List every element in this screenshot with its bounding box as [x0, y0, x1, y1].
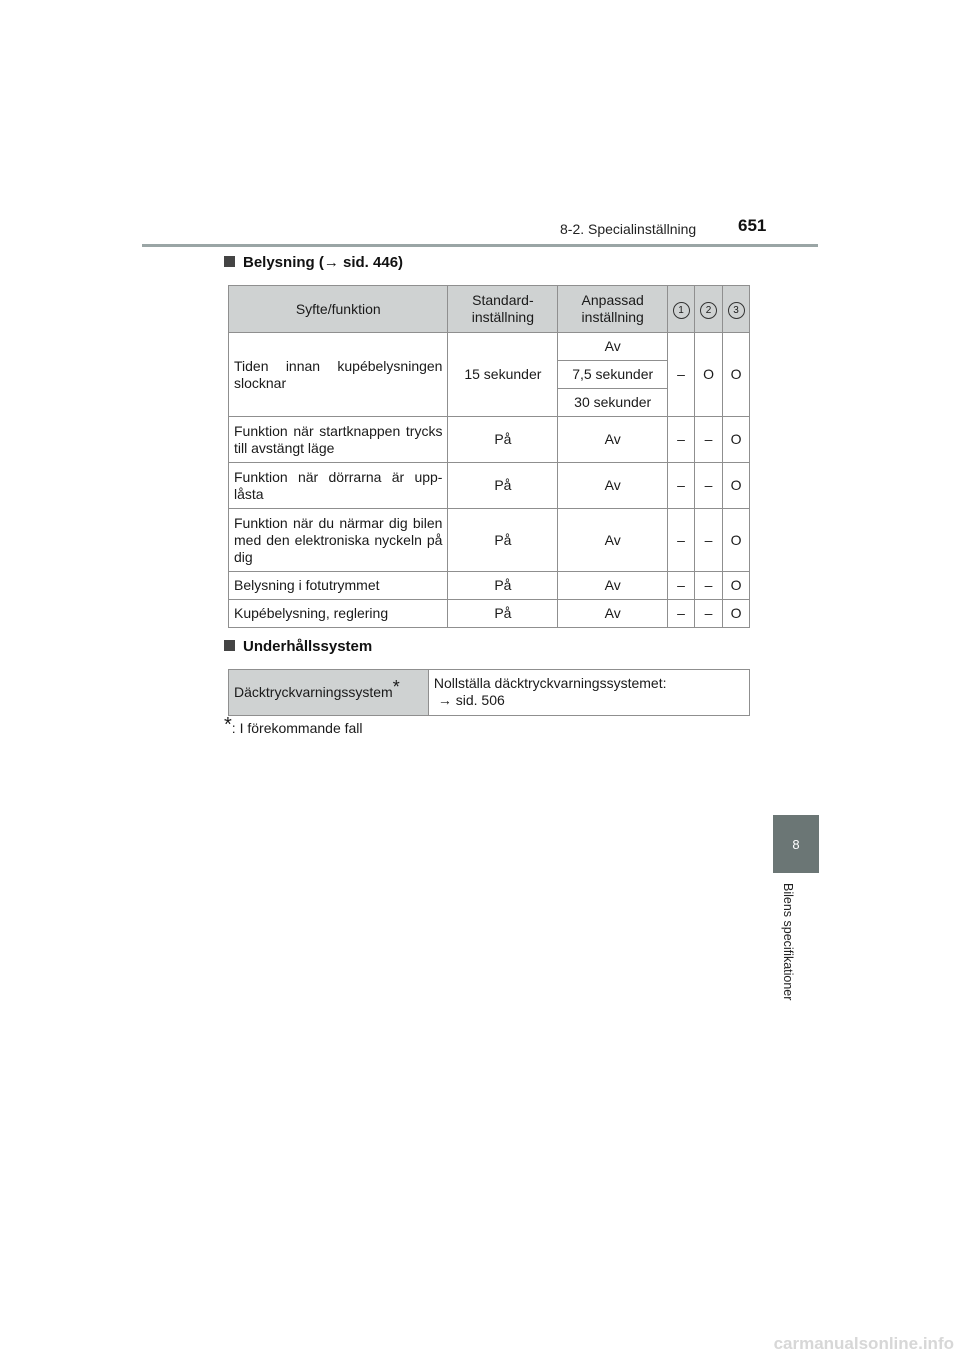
- watermark: carmanualsonline.info: [773, 1334, 954, 1353]
- tire-pressure-label: [229, 670, 429, 716]
- cell-custom: Av: [558, 509, 668, 572]
- table-row: [229, 509, 750, 572]
- cell-c2: –: [695, 509, 723, 572]
- cell-c3: O: [723, 463, 750, 509]
- header-section-title: 8-2. Specialinställning: [560, 221, 697, 237]
- cell-default: 15 sekunder: [448, 333, 558, 417]
- cell-function: Funktion när dörrarna är upp-låsta: [229, 463, 448, 509]
- cell-default: På: [448, 509, 558, 572]
- footnote: [224, 714, 363, 736]
- tire-pressure-description: [428, 670, 749, 716]
- cell-function: Tiden innan kupébelysningen slocknar: [229, 333, 448, 417]
- cell-function: Belysning i fotutrymmet: [229, 572, 448, 600]
- cell-c1: –: [668, 600, 695, 628]
- cell-c1: –: [668, 417, 695, 463]
- lighting-heading-text: Belysning (→ sid. 446): [243, 254, 404, 271]
- tire-pressure-label-text: Däcktryckvarningssystem: [234, 684, 393, 700]
- cell-c2: –: [695, 572, 723, 600]
- cell-c1: –: [668, 333, 695, 417]
- col-header-default: Standard- inställning: [448, 286, 558, 333]
- maintenance-heading-text: Underhållssystem: [243, 638, 373, 655]
- col-header-function: Syfte/funktion: [229, 286, 448, 333]
- cell-c2: O: [695, 333, 723, 417]
- cell-custom: Av: [558, 463, 668, 509]
- chapter-label: Bilens specifikationer: [781, 883, 795, 1001]
- cell-default: På: [448, 600, 558, 628]
- table-row: [229, 417, 750, 463]
- cell-custom: Av: [558, 600, 668, 628]
- asterisk-mark: *: [392, 677, 400, 697]
- cell-default: På: [448, 463, 558, 509]
- cell-custom: Av: [558, 333, 668, 361]
- cell-custom: 30 sekunder: [558, 389, 668, 417]
- cell-c2: –: [695, 600, 723, 628]
- page-number: 651: [738, 216, 767, 235]
- cell-c1: –: [668, 463, 695, 509]
- col-header-2: [695, 286, 723, 333]
- cell-c3: O: [723, 509, 750, 572]
- cell-function: Funktion när du närmar dig bilen med den elektroniska nyckeln på dig: [229, 509, 448, 572]
- cell-c2: –: [695, 417, 723, 463]
- description-line-1: Nollställa däcktryckvarningssystemet:: [433, 675, 667, 691]
- lighting-table: [228, 285, 750, 628]
- cell-c3: O: [723, 417, 750, 463]
- description-line-2: → sid. 506: [437, 692, 505, 708]
- table-row: [229, 333, 750, 361]
- cell-custom: 7,5 sekunder: [558, 361, 668, 389]
- lighting-heading: [224, 254, 403, 271]
- circled-3-icon: 3: [728, 302, 745, 319]
- cell-function: Funktion när startknappen trycks till avstängt läge: [229, 417, 448, 463]
- cell-c3: O: [723, 600, 750, 628]
- maintenance-table: [228, 669, 750, 716]
- cell-function: Kupébelysning, reglering: [229, 600, 448, 628]
- table-row: [229, 572, 750, 600]
- cell-c1: –: [668, 572, 695, 600]
- cell-c1: –: [668, 509, 695, 572]
- cell-c3: O: [723, 333, 750, 417]
- cell-default: På: [448, 572, 558, 600]
- cell-default: På: [448, 417, 558, 463]
- circled-1-icon: 1: [673, 302, 690, 319]
- chapter-tab[interactable]: 8: [773, 815, 819, 873]
- table-row: [229, 463, 750, 509]
- footnote-asterisk: *: [224, 714, 232, 736]
- cell-c3: O: [723, 572, 750, 600]
- cell-c2: –: [695, 463, 723, 509]
- footnote-text: : I förekommande fall: [231, 720, 363, 736]
- header-rule: [142, 244, 818, 247]
- table-header-row: [229, 286, 750, 333]
- table-row: [229, 600, 750, 628]
- col-header-1: [668, 286, 695, 333]
- cell-custom: Av: [558, 417, 668, 463]
- cell-custom: Av: [558, 572, 668, 600]
- circled-2-icon: 2: [700, 302, 717, 319]
- table-row: [229, 670, 750, 716]
- square-bullet-icon: [224, 640, 235, 651]
- col-header-custom: Anpassad inställning: [558, 286, 668, 333]
- square-bullet-icon: [224, 256, 235, 267]
- col-header-3: [723, 286, 750, 333]
- maintenance-heading: [224, 638, 372, 655]
